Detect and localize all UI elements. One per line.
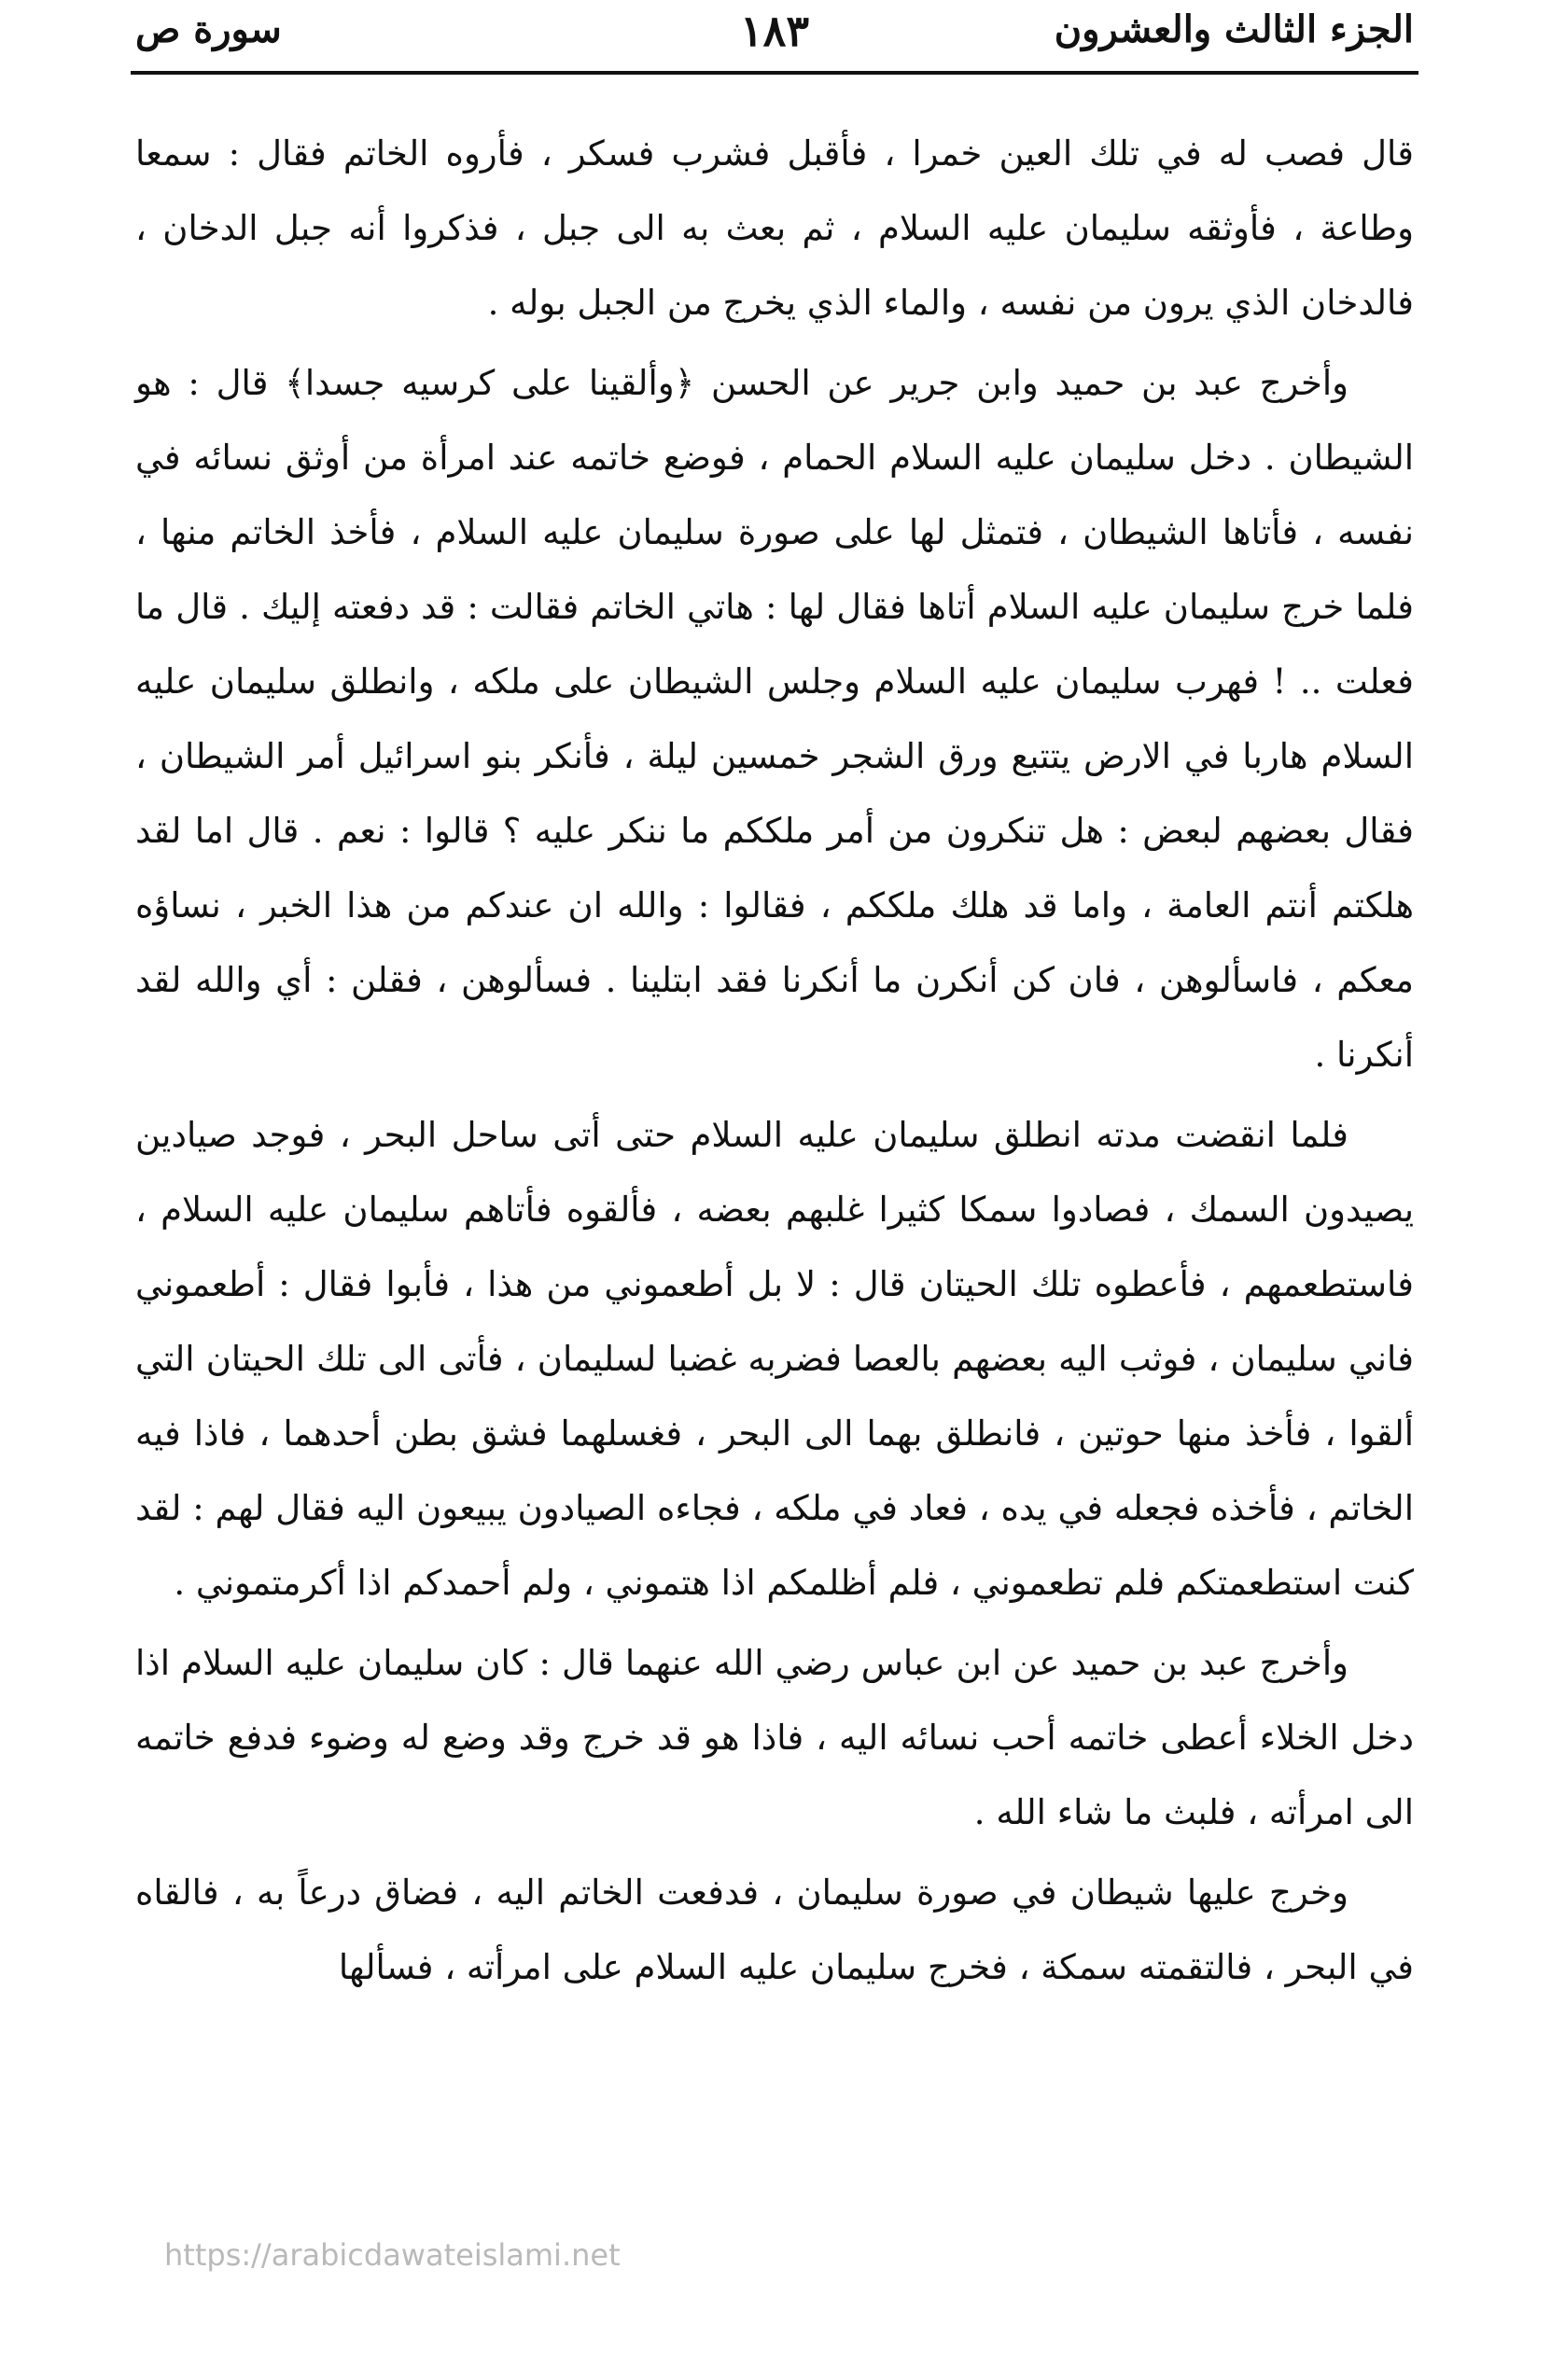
paragraph: وخرج عليها شيطان في صورة سليمان ، فدفعت الخاتم اليه ، فضاق درعاً به ، فالقاه في البحر ، فالتقمته سمكة ، فخرج سليمان عليه السلام على امرأته ، فسألها [135,1872,1414,1987]
source-watermark: https://arabicdawateislami.net [164,2237,621,2273]
paragraph: قال فصب له في تلك العين خمرا ، فأقبل فشرب فسكر ، فأروه الخاتم فقال : سمعا وطاعة ، فأوثقه سليمان عليه السلام ، ثم بعث به الى جبل ، فذكروا أنه جبل الدخان ، فالدخان الذي يرون من نفسه ، والماء الذي يخرج من الجبل بوله . [135,133,1414,323]
paragraph: وأخرج عبد بن حميد وابن جرير عن الحسن ﴿وألقينا على كرسيه جسدا﴾ قال : هو الشيطان . دخل سليمان عليه السلام الحمام ، فوضع خاتمه عند امرأة من أوثق نسائه في نفسه ، فأتاها الشيطان ، فتمثل لها على صورة سليمان عليه السلام ، فأخذ الخاتم منها ، فلما خرج سليمان عليه السلام أتاها فقال لها : هاتي الخاتم فقالت : قد دفعته إليك . قال ما فعلت .. ! فهرب سليمان عليه السلام وجلس الشيطان على ملكه ، وانطلق سليمان عليه السلام هاربا في الارض يتتبع ورق الشجر خمسين ليلة ، فأنكر بنو اسرائيل أمر الشيطان ، فقال بعضهم لبعض : هل تنكرون من أمر ملككم ما ننكر عليه ؟ قالوا : نعم . قال اما لقد هلكتم أنتم العامة ، واما قد هلك ملككم ، فقالوا : والله ان عندكم من هذا الخبر ، نساؤه معكم ، فاسألوهن ، فان كن أنكرن ما أنكرنا فقد ابتلينا . فسألوهن ، فقلن : أي والله لقد أنكرنا . [135,363,1414,1075]
page-body [135,117,1414,2011]
surah-title: سورة ص [135,7,282,51]
paragraph: وأخرج عبد بن حميد عن ابن عباس رضي الله عنهما قال : كان سليمان عليه السلام اذا دخل الخلاء أعطى خاتمه أحب نسائه اليه ، فاذا هو قد خرج وقد وضع له وضوء فدفع خاتمه الى امرأته ، فلبث ما شاء الله . [135,1643,1414,1832]
paragraph: فلما انقضت مدته انطلق سليمان عليه السلام حتى أتى ساحل البحر ، فوجد صيادين يصيدون السمك ، فصادوا سمكا كثيرا غلبهم بعضه ، فألقوه فأتاهم سليمان عليه السلام ، فاستطعمهم ، فأعطوه تلك الحيتان قال : لا بل أطعموني من هذا ، فأبوا فقال : أطعموني فاني سليمان ، فوثب اليه بعضهم بالعصا فضربه غضبا لسليمان ، فأتى الى تلك الحيتان التي ألقوا ، فأخذ منها حوتين ، فانطلق بهما الى البحر ، فغسلهما فشق بطن أحدهما ، فاذا فيه الخاتم ، فأخذه فجعله في يده ، فعاد في ملكه ، فجاءه الصيادون يبيعون اليه فقال لهم : لقد كنت استطعمتكم فلم تطعموني ، فلم أظلمكم اذا هتموني ، ولم أحمدكم اذا أكرمتموني . [135,1115,1414,1603]
page-number: ١٨٣ [739,6,810,56]
header-divider [131,71,1418,75]
page-header [135,0,1414,70]
juz-title: الجزء الثالث والعشرون [1054,7,1414,51]
